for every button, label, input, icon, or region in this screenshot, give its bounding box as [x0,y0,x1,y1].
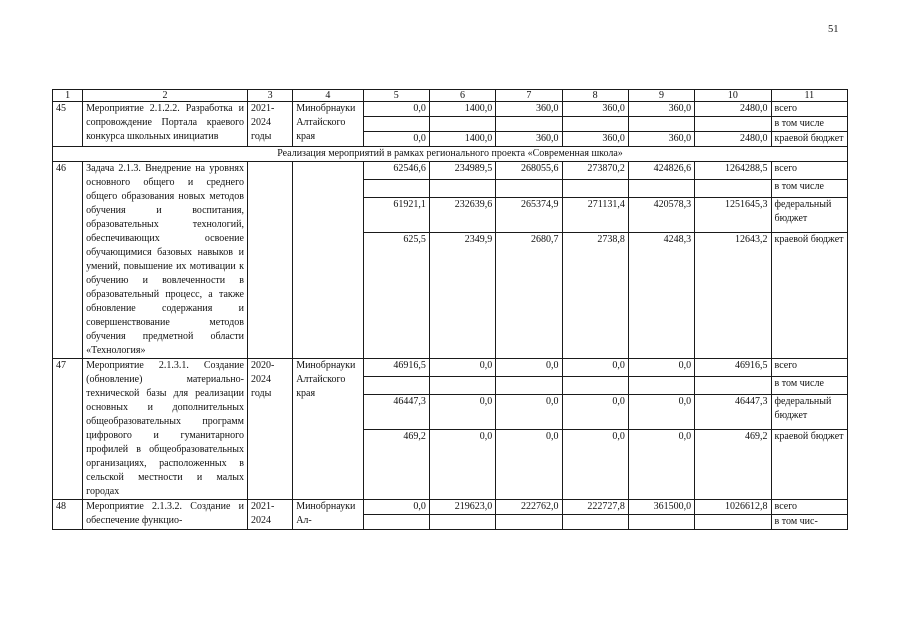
row-number: 46 [53,162,83,359]
value-cell: 0,0 [496,395,562,430]
value-cell: 0,0 [496,430,562,500]
value-cell: 2480,0 [695,132,771,147]
value-cell: 1264288,5 [695,162,771,180]
value-cell: 0,0 [496,359,562,377]
empty-cell [496,377,562,395]
empty-cell [496,117,562,132]
empty-cell [695,180,771,198]
value-cell: 360,0 [628,132,694,147]
value-cell: 1251645,3 [695,198,771,233]
value-cell: 268055,6 [496,162,562,180]
value-cell: 469,2 [695,430,771,500]
value-cell: 265374,9 [496,198,562,233]
column-header: 4 [293,90,363,102]
value-cell: 46447,3 [363,395,429,430]
value-cell: 625,5 [363,233,429,359]
table-row [53,162,848,180]
column-header: 9 [628,90,694,102]
table-row [53,102,848,117]
activity-description: Мероприятие 2.1.3.1. Создание (обновление) материально-технической базы для реализации основных и дополнительных общеобразовательных программ цифрового и гуманитарного профилей в общеобразовательных организациях, расположенных в сельской местности и малых городах [83,359,248,500]
value-cell: 361500,0 [628,500,694,515]
executor-cell: Минобрнауки Алтайского края [293,102,363,147]
value-cell: 0,0 [429,395,495,430]
value-cell: 46916,5 [363,359,429,377]
empty-cell [293,162,363,359]
column-header: 3 [247,90,292,102]
funding-source: всего [771,359,847,377]
row-number: 45 [53,102,83,147]
value-cell: 360,0 [496,102,562,117]
value-cell: 0,0 [363,102,429,117]
value-cell: 0,0 [363,132,429,147]
row-number: 47 [53,359,83,500]
empty-cell [562,377,628,395]
value-cell: 0,0 [429,359,495,377]
executor-cell: Минобрнауки Алтайского края [293,359,363,500]
row-number: 48 [53,500,83,530]
column-header: 6 [429,90,495,102]
empty-cell [429,515,495,530]
empty-cell [363,117,429,132]
value-cell: 61921,1 [363,198,429,233]
funding-source: краевой бюджет [771,233,847,359]
value-cell: 219623,0 [429,500,495,515]
value-cell: 2349,9 [429,233,495,359]
funding-source: всего [771,500,847,515]
empty-cell [496,515,562,530]
column-header: 5 [363,90,429,102]
value-cell: 0,0 [562,359,628,377]
funding-source: в том числе [771,377,847,395]
empty-cell [628,515,694,530]
table-header-row [53,90,848,102]
executor-cell: Минобрнауки Ал- [293,500,363,530]
value-cell: 46916,5 [695,359,771,377]
empty-cell [363,515,429,530]
funding-source: краевой бюджет [771,132,847,147]
value-cell: 1026612,8 [695,500,771,515]
task-description: Задача 2.1.3. Внедрение на уровнях основного общего и среднего общего образования новых методов обучения и воспитания, образовательных технологий, обеспечивающих освоение обучающимися базовых навыков и умений, повышение их мотивации к обучению и вовлеченности в образовательный процесс, а также обновление содержания и совершенствование методов обучения предметной области «Технология» [83,162,248,359]
budget-table [52,89,848,530]
value-cell: 4248,3 [628,233,694,359]
column-header: 10 [695,90,771,102]
empty-cell [628,180,694,198]
empty-cell [628,117,694,132]
value-cell: 222727,8 [562,500,628,515]
value-cell: 420578,3 [628,198,694,233]
funding-source: федеральный бюджет [771,198,847,233]
value-cell: 12643,2 [695,233,771,359]
value-cell: 0,0 [628,430,694,500]
table-row [53,359,848,377]
activity-description: Мероприятие 2.1.2.2. Разработка и сопровождение Портала краевого конкурса школьных инициатив [83,102,248,147]
empty-cell [363,180,429,198]
empty-cell [562,117,628,132]
page-number: 51 [828,24,839,35]
empty-cell [496,180,562,198]
value-cell: 0,0 [562,430,628,500]
value-cell: 469,2 [363,430,429,500]
value-cell: 0,0 [429,430,495,500]
period-cell: 2020-2024 годы [247,359,292,500]
value-cell: 0,0 [628,395,694,430]
empty-cell [695,377,771,395]
column-header: 2 [83,90,248,102]
value-cell: 360,0 [628,102,694,117]
column-header: 7 [496,90,562,102]
funding-source: краевой бюджет [771,430,847,500]
period-cell: 2021-2024 годы [247,102,292,147]
period-cell: 2021-2024 [247,500,292,530]
funding-source: в том чис- [771,515,847,530]
empty-cell [695,515,771,530]
table-row [53,500,848,515]
funding-source: всего [771,102,847,117]
empty-cell [429,180,495,198]
value-cell: 0,0 [562,395,628,430]
column-header: 8 [562,90,628,102]
value-cell: 0,0 [628,359,694,377]
value-cell: 2738,8 [562,233,628,359]
value-cell: 62546,6 [363,162,429,180]
empty-cell [562,515,628,530]
value-cell: 424826,6 [628,162,694,180]
value-cell: 360,0 [562,132,628,147]
value-cell: 232639,6 [429,198,495,233]
value-cell: 271131,4 [562,198,628,233]
empty-cell [247,162,292,359]
funding-source: в том числе [771,180,847,198]
empty-cell [562,180,628,198]
funding-source: в том числе [771,117,847,132]
value-cell: 2480,0 [695,102,771,117]
value-cell: 46447,3 [695,395,771,430]
value-cell: 2680,7 [496,233,562,359]
activity-description: Мероприятие 2.1.3.2. Создание и обеспечение функцио- [83,500,248,530]
empty-cell [363,377,429,395]
column-header: 11 [771,90,847,102]
value-cell: 1400,0 [429,102,495,117]
empty-cell [628,377,694,395]
funding-source: федеральный бюджет [771,395,847,430]
value-cell: 360,0 [496,132,562,147]
value-cell: 234989,5 [429,162,495,180]
section-title: Реализация мероприятий в рамках регионального проекта «Современная школа» [53,147,848,162]
empty-cell [429,377,495,395]
value-cell: 360,0 [562,102,628,117]
section-row [53,147,848,162]
empty-cell [695,117,771,132]
column-header: 1 [53,90,83,102]
value-cell: 273870,2 [562,162,628,180]
value-cell: 1400,0 [429,132,495,147]
funding-source: всего [771,162,847,180]
value-cell: 222762,0 [496,500,562,515]
value-cell: 0,0 [363,500,429,515]
empty-cell [429,117,495,132]
